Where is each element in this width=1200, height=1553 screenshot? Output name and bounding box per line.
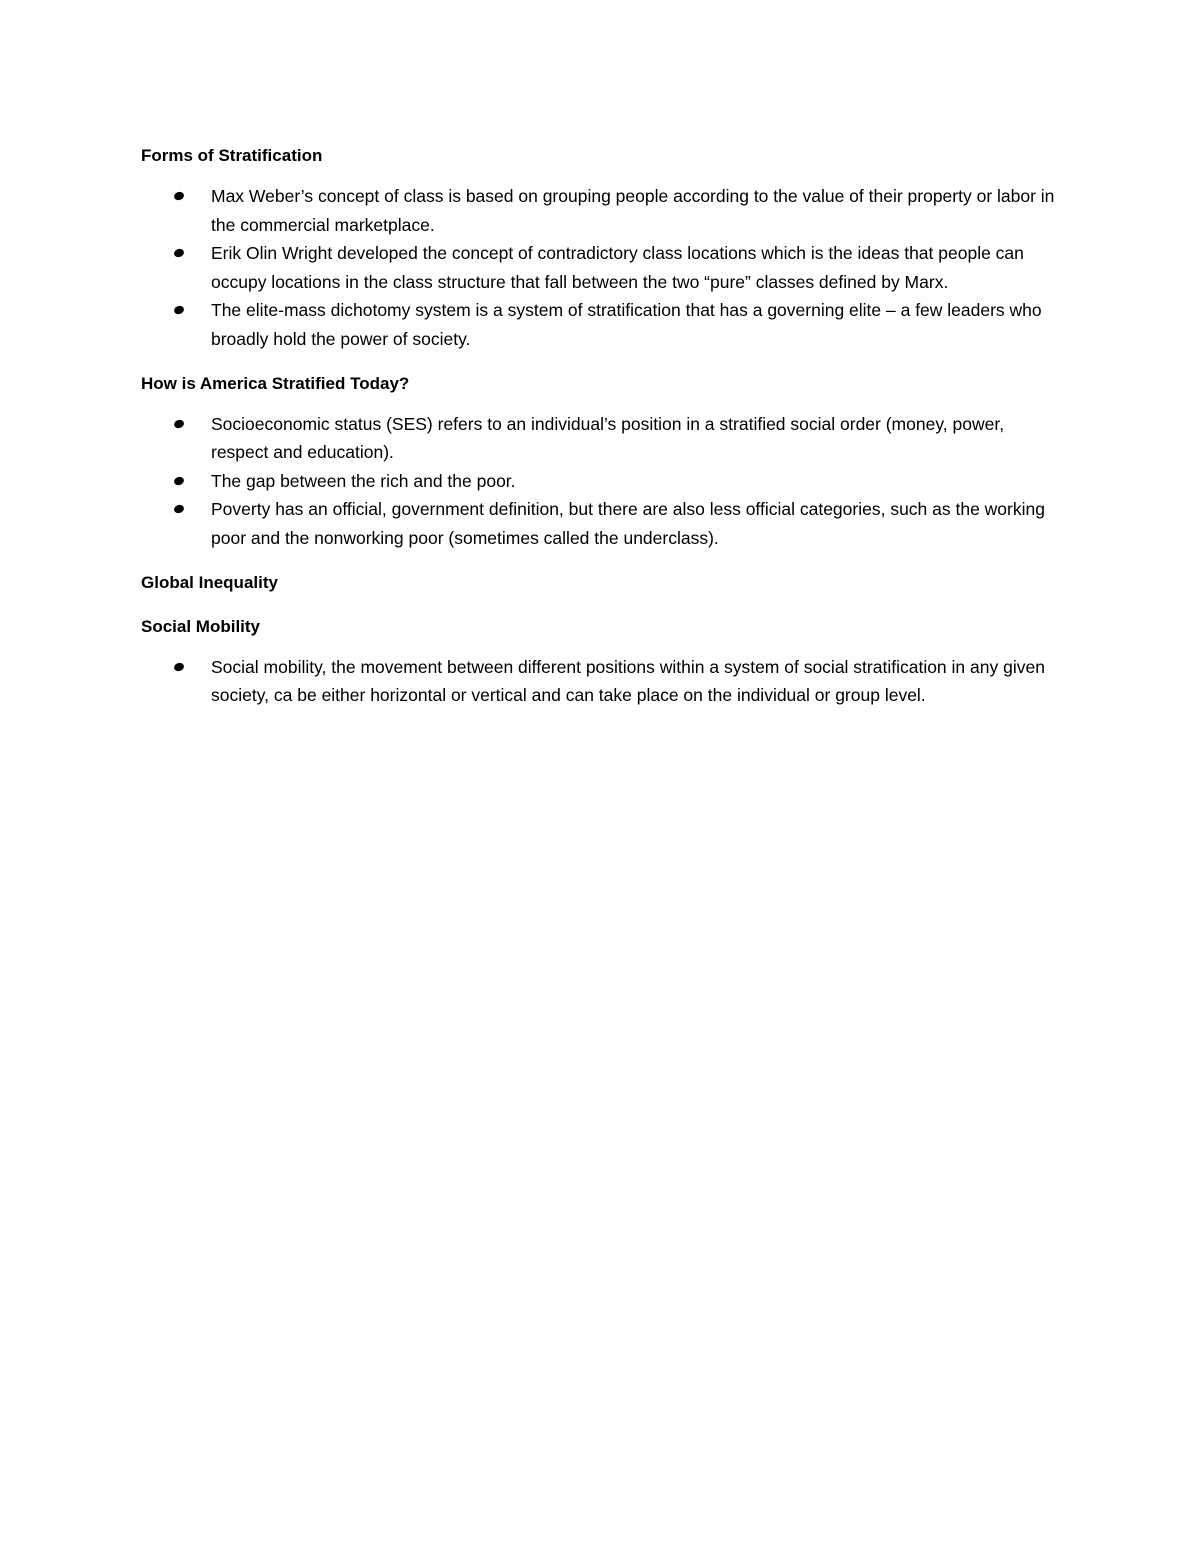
list-item	[141, 467, 1061, 496]
bullet-icon	[173, 661, 185, 672]
bullet-icon	[173, 475, 185, 486]
list-item	[141, 410, 1061, 467]
bullet-icon	[173, 504, 185, 515]
bullet-icon	[173, 191, 185, 202]
section-heading-social-mobility: Social Mobility	[141, 616, 261, 636]
list-item	[141, 239, 1061, 296]
list-item-text: The elite-mass dichotomy system is a system of stratification that has a governing elite – a few leaders who broadly hold the power of society.	[211, 300, 1042, 349]
section-heading-global-inequality: Global Inequality	[141, 572, 278, 592]
list-item	[141, 653, 1061, 710]
document-content	[141, 142, 1061, 726]
section-heading-forms-of-stratification: Forms of Stratification	[141, 146, 323, 165]
list-item	[141, 296, 1061, 353]
bullet-icon	[173, 248, 185, 259]
section-heading-how-is-america-stratified: How is America Stratified Today?	[141, 373, 410, 393]
list-item	[141, 182, 1061, 239]
bullet-icon	[173, 305, 185, 316]
list-item-text: The gap between the rich and the poor.	[211, 470, 516, 491]
spacer	[141, 597, 1061, 613]
list-item-text: Social mobility, the movement between different positions within a system of social stratification in any given society, ca be either horizontal or vertical and can take place on the individual or group level.	[211, 656, 1045, 706]
bullet-list-how-is-america-stratified	[141, 410, 1061, 553]
list-item-text: Poverty has an official, government definition, but there are also less official categories, such as the working poor and the nonworking poor (sometimes called the underclass).	[211, 499, 1045, 548]
list-item-text: Erik Olin Wright developed the concept of contradictory class locations which is the ideas that people can occupy locations in the class structure that fall between the two “pure” classes defined by Marx.	[211, 243, 1024, 292]
list-item	[141, 495, 1061, 552]
bullet-list-forms-of-stratification	[141, 182, 1061, 354]
list-item-text: Socioeconomic status (SES) refers to an individual’s position in a stratified social order (money, power, respect and education).	[211, 413, 1005, 463]
list-item-text: Max Weber’s concept of class is based on grouping people according to the value of their property or labor in the commercial marketplace.	[211, 186, 1055, 235]
bullet-icon	[173, 418, 185, 429]
bullet-list-social-mobility	[141, 653, 1061, 710]
